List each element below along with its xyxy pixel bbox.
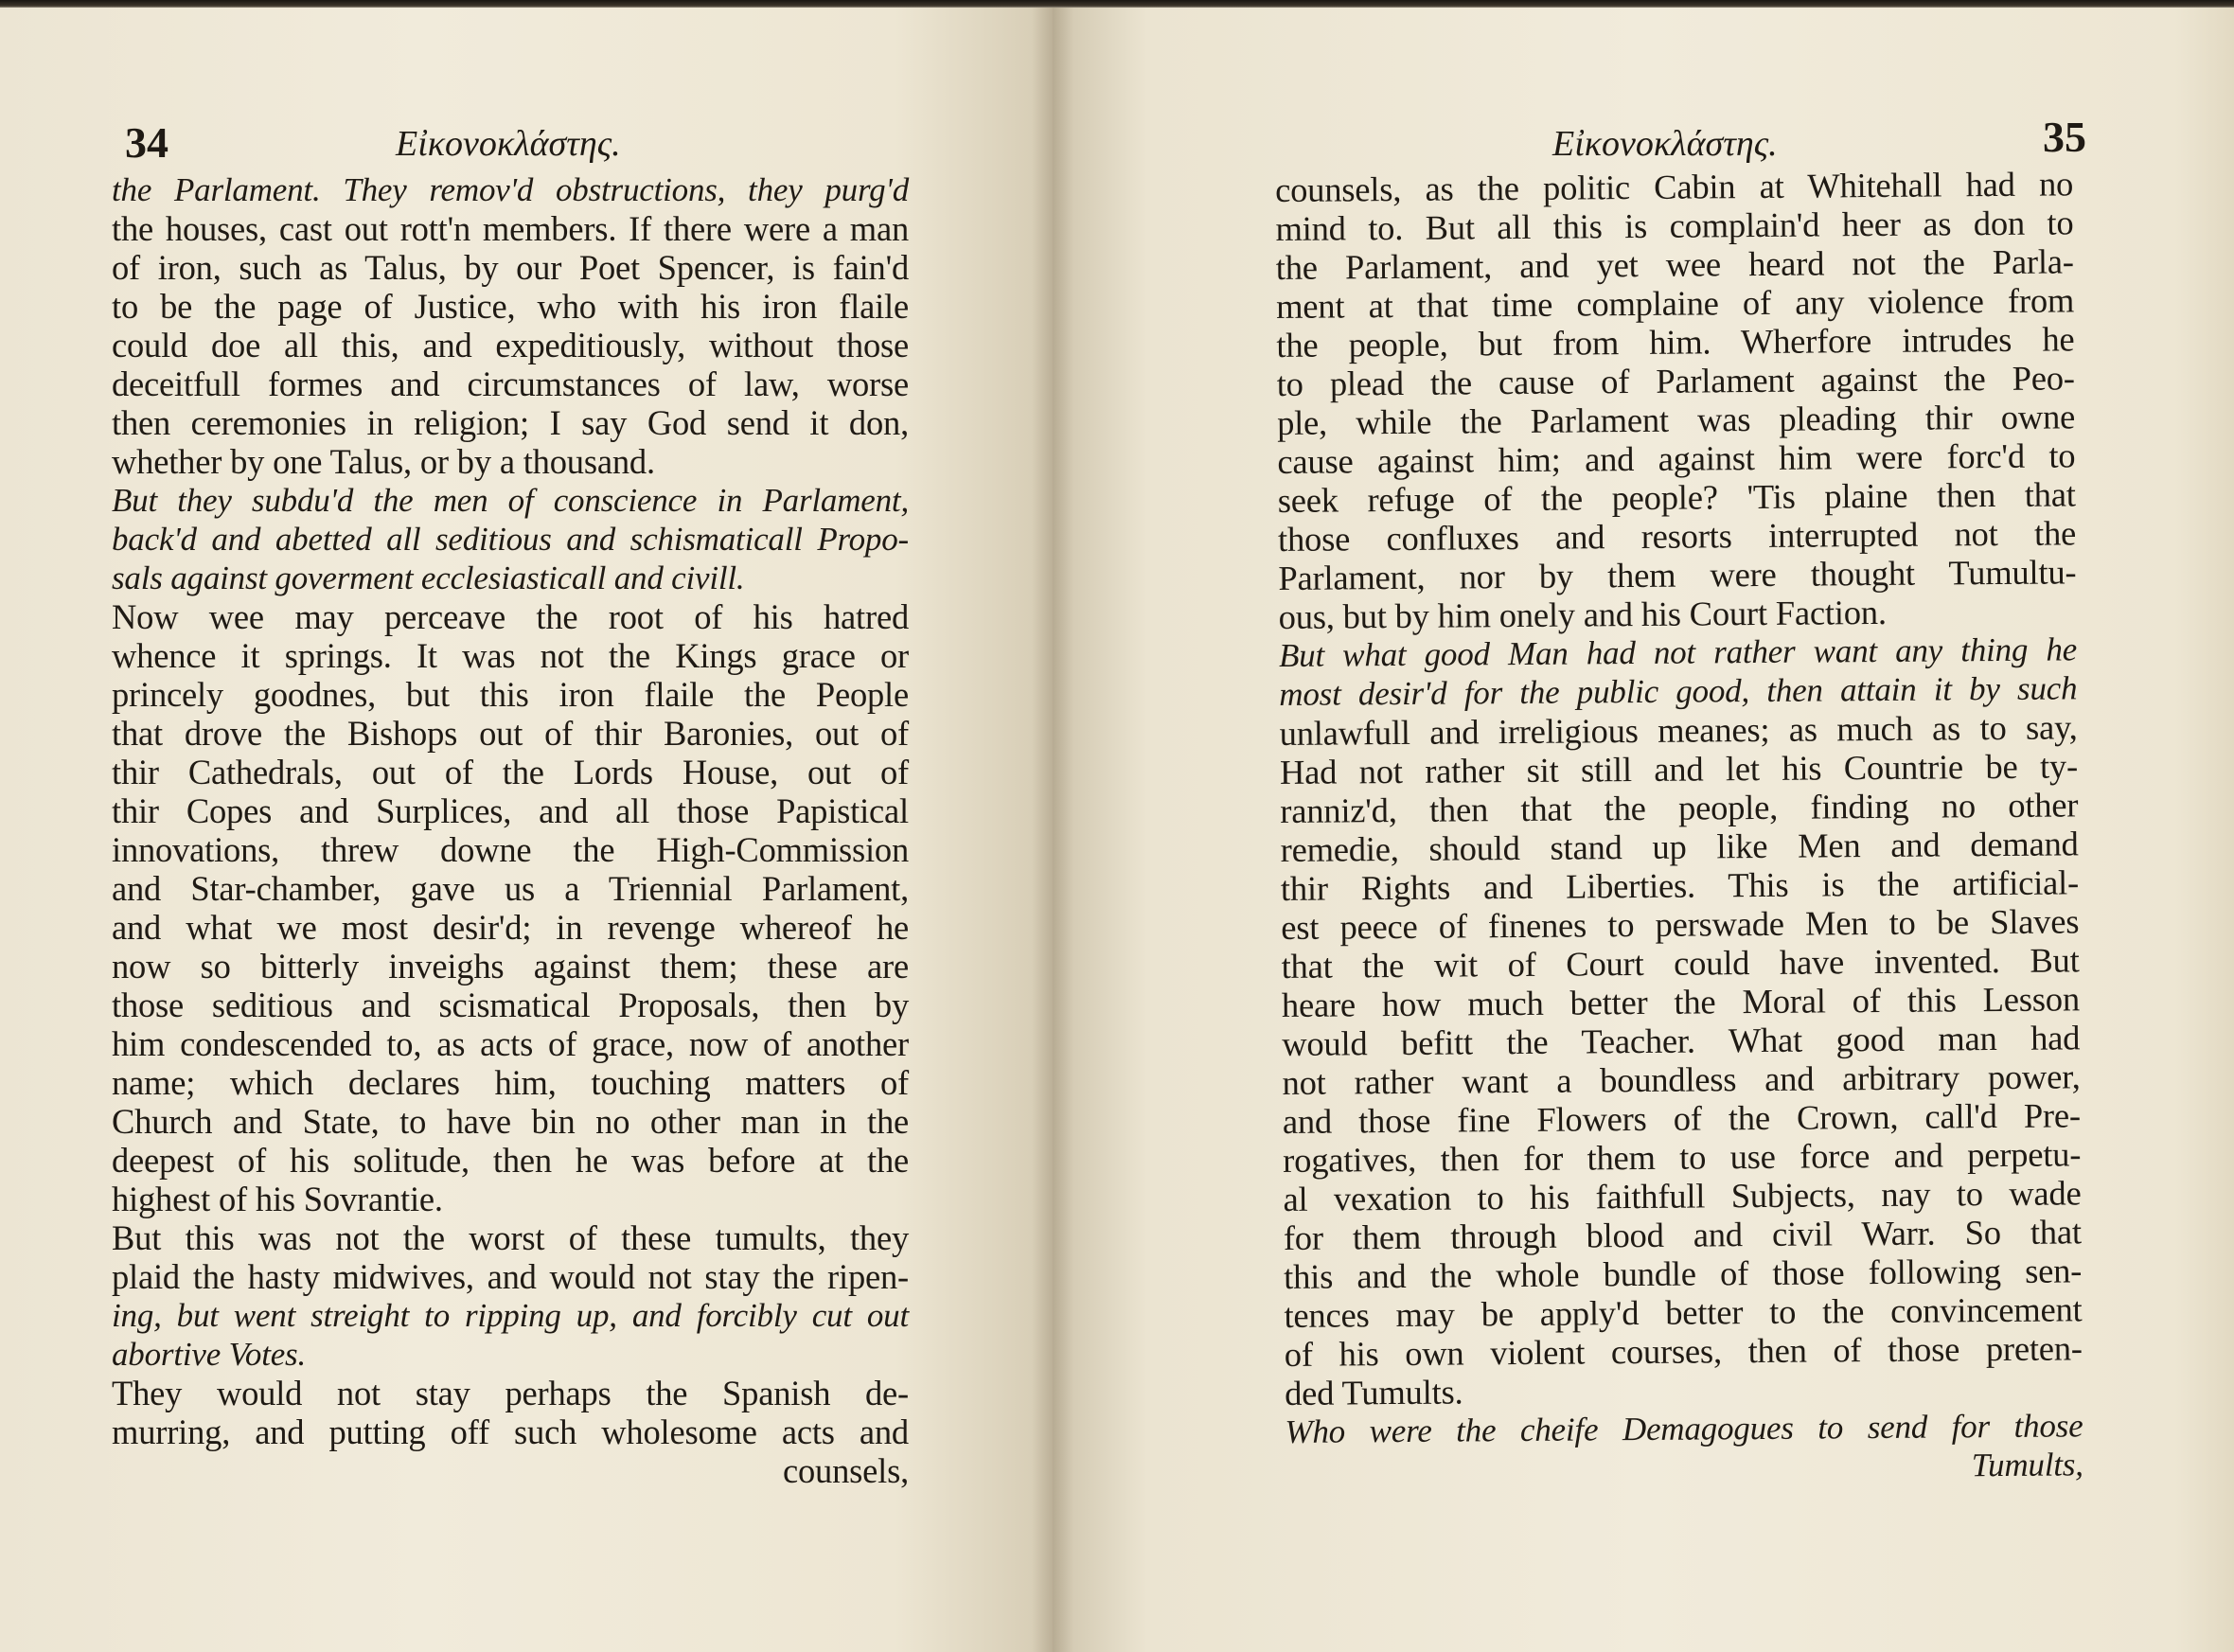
text-line: ple, while the Parlament was pleading thir owne — [1276, 397, 2076, 442]
text-line: the Parlament, and yet wee heard not the Parla- — [1275, 241, 2074, 287]
text-line: They would not stay perhaps the Spanish de- — [112, 1374, 909, 1412]
left-running-title: Eἰκονοκλάστης. — [396, 124, 621, 164]
text-line: of his own violent courses, then of those preten- — [1284, 1328, 2083, 1374]
text-line: that drove the Bishops out of thir Baronies, out of — [112, 714, 909, 753]
text-line: and those fine Flowers of the Crown, call'd Pre- — [1282, 1095, 2082, 1141]
text-line: and Star-chamber, gave us a Triennial Parlament, — [112, 869, 909, 908]
text-line: princely goodnes, but this iron flaile the People — [112, 675, 909, 714]
text-line: But what good Man had not rather want any thing he — [1278, 631, 2078, 674]
text-line: But this was not the worst of these tumults, they — [112, 1218, 909, 1257]
text-line: ous, but by him onely and his Court Faction. — [1278, 592, 1887, 636]
text-line: of iron, such as Talus, by our Poet Spencer, is fain'd — [112, 248, 909, 287]
text-line: highest of his Sovrantie. — [112, 1180, 443, 1218]
text-line: ing, but went streight to ripping up, and forcibly cut out — [112, 1297, 909, 1334]
text-line: unlawfull and irreligious meanes; as much as to say, — [1279, 707, 2078, 753]
text-line: al vexation to his faithfull Subjects, nay to wade — [1283, 1173, 2082, 1218]
text-line: whence it springs. It was not the Kings grace or — [112, 636, 909, 675]
text-line: to plead the cause of Parlament against the Peo- — [1276, 358, 2075, 403]
text-line: most desir'd for the public good, then attain it by such — [1279, 669, 2078, 713]
left-page-text — [112, 170, 909, 1490]
text-line: seek refuge of the people? 'Tis plaine then that — [1277, 474, 2076, 520]
text-line: counsels, — [782, 1451, 909, 1490]
text-line: deepest of his solitude, then he was before at the — [112, 1141, 909, 1180]
text-line: cause against him; and against him were forc'd to — [1277, 435, 2076, 481]
text-line: tences may be apply'd better to the convincement — [1284, 1289, 2083, 1335]
text-line: not rather want a boundless and arbitrary power, — [1282, 1057, 2081, 1102]
text-line: him condescended to, as acts of grace, now of another — [112, 1024, 909, 1063]
text-line: innovations, threw downe the High-Commission — [112, 830, 909, 869]
text-line: Parlament, nor by them were thought Tumultu- — [1278, 552, 2077, 597]
text-line: now so bitterly inveighs against them; these are — [112, 947, 909, 986]
text-line: Tumults, — [1971, 1446, 2083, 1484]
text-line: those seditious and scismatical Proposals, then by — [112, 986, 909, 1024]
text-line: abortive Votes. — [112, 1336, 307, 1373]
text-line: Church and State, to have bin no other man in the — [112, 1102, 909, 1141]
text-line: plaid the hasty midwives, and would not stay the ripen- — [112, 1257, 909, 1296]
right-page-text — [1275, 164, 2083, 1490]
text-line: Who were the cheife Demagogues to send for those — [1285, 1407, 2083, 1450]
text-line: for them through blood and civil Warr. So that — [1283, 1212, 2082, 1257]
text-line: ment at that time complaine of any violence from — [1275, 280, 2075, 326]
text-line: could doe all this, and expeditiously, without those — [112, 326, 909, 364]
right-page — [1053, 8, 2234, 1652]
text-line: back'd and abetted all seditious and schismaticall Propo- — [112, 521, 909, 558]
text-line: heare how much better the Moral of this Lesson — [1281, 979, 2081, 1024]
text-line: Now wee may perceave the root of his hatred — [112, 597, 909, 636]
text-line: this and the whole bundle of those following sen- — [1284, 1251, 2083, 1296]
text-line: to be the page of Justice, who with his iron flaile — [112, 287, 909, 326]
text-line: sals against goverment ecclesiasticall and civill. — [112, 560, 745, 596]
book-spread — [0, 8, 2234, 1652]
text-line: mind to. But all this is complain'd heer as don to — [1275, 203, 2074, 248]
right-page-number: 35 — [2043, 113, 2086, 161]
text-line: the houses, cast out rott'n members. If there were a man — [112, 209, 909, 248]
text-line: thir Cathedrals, out of the Lords House, out of — [112, 753, 909, 791]
text-line: est peece of finenes to perswade Men to be Slaves — [1281, 901, 2080, 947]
text-line: the Parlament. They remov'd obstructions, they purg'd — [112, 171, 909, 208]
text-line: would befitt the Teacher. What good man had — [1282, 1018, 2081, 1063]
text-line: rogatives, then for them to use force and perpetu- — [1283, 1134, 2082, 1180]
text-line: deceitfull formes and circumstances of law, worse — [112, 364, 909, 403]
left-page — [0, 8, 1053, 1652]
right-running-title: Eἰκονοκλάστης. — [1552, 124, 1778, 164]
text-line: name; which declares him, touching matters of — [112, 1063, 909, 1102]
text-line: the people, but from him. Wherfore intrudes he — [1276, 319, 2075, 364]
text-line: Had not rather sit still and let his Countrie be ty- — [1279, 746, 2079, 791]
left-page-number: 34 — [125, 118, 168, 167]
text-line: remedie, should stand up like Men and demand — [1280, 824, 2079, 869]
text-line: whether by one Talus, or by a thousand. — [112, 442, 655, 481]
text-line: thir Rights and Liberties. This is the artificial- — [1280, 862, 2080, 908]
text-line: counsels, as the politic Cabin at Whitehall had no — [1275, 164, 2074, 209]
text-line: murring, and putting off such wholesome acts and — [112, 1412, 909, 1451]
text-line: But they subdu'd the men of conscience in Parlament, — [112, 482, 909, 519]
text-line: ded Tumults. — [1284, 1372, 1463, 1412]
text-line: those confluxes and resorts interrupted not the — [1277, 513, 2077, 559]
text-line: ranniz'd, then that the people, finding no other — [1280, 785, 2079, 830]
text-line: thir Copes and Surplices, and all those Papistical — [112, 791, 909, 830]
text-line: and what we most desir'd; in revenge whereof he — [112, 908, 909, 947]
text-line: that the wit of Court could have invented. But — [1281, 940, 2080, 986]
text-line: then ceremonies in religion; I say God send it don, — [112, 403, 909, 442]
